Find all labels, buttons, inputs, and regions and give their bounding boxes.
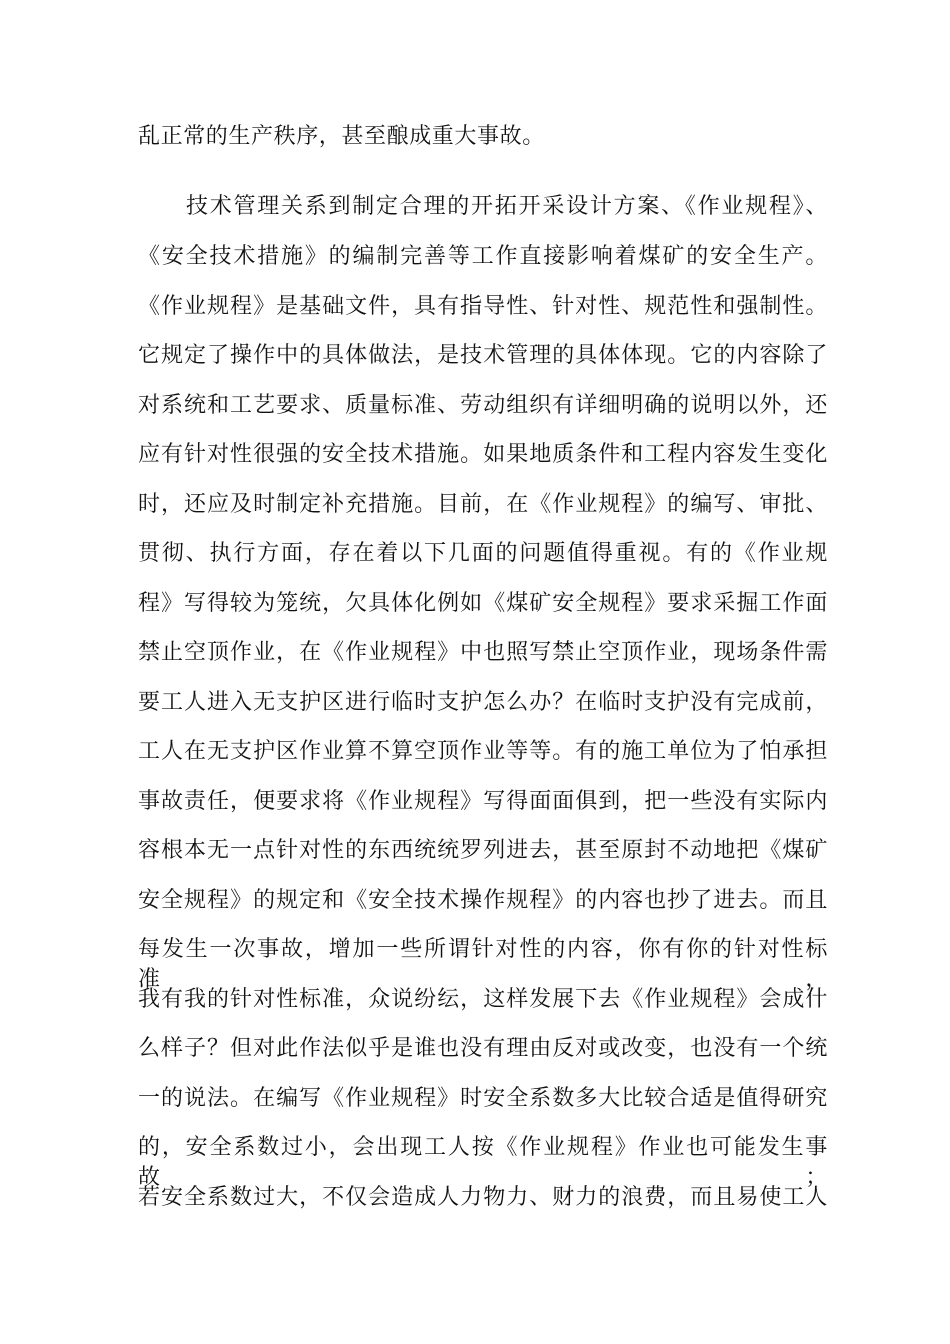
text-line-2: 技术管理关系到制定合理的开拓开采设计方案、《作业规程》、	[186, 194, 828, 219]
text-line-7: 应有针对性很强的安全技术措施。如果地质条件和工程内容发生变化	[138, 442, 828, 467]
text-line-20: 一的说法。在编写《作业规程》时安全系数多大比较合适是值得研究	[138, 1086, 828, 1111]
text-line-16: 安全规程》的规定和《安全技术操作规程》的内容也抄了进去。而且	[138, 888, 828, 913]
text-line-9: 贯彻、执行方面，存在着以下几面的问题值得重视。有的《作业规	[138, 541, 828, 566]
text-line-8: 时，还应及时制定补充措施。目前，在《作业规程》的编写、审批、	[138, 492, 828, 517]
text-line-14: 事故责任，便要求将《作业规程》写得面面俱到，把一些没有实际内	[138, 789, 828, 814]
text-line-13: 工人在无支护区作业算不算空顶作业等等。有的施工单位为了怕承担	[138, 739, 828, 764]
text-line-4: 《作业规程》是基础文件，具有指导性、针对性、规范性和强制性。	[138, 294, 828, 319]
text-line-17: 每发生一次事故，增加一些所谓针对性的内容，你有你的针对性标准，	[138, 937, 828, 992]
text-line-3: 《安全技术措施》的编制完善等工作直接影响着煤矿的安全生产。	[138, 244, 828, 269]
text-line-6: 对系统和工艺要求、质量标准、劳动组织有详细明确的说明以外，还	[138, 393, 828, 418]
text-line-21: 的，安全系数过小，会出现工人按《作业规程》作业也可能发生事故；	[138, 1135, 828, 1190]
text-line-10: 程》写得较为笼统，欠具体化例如《煤矿安全规程》要求采掘工作面	[138, 591, 828, 616]
text-line-12: 要工人进入无支护区进行临时支护怎么办？在临时支护没有完成前，	[138, 690, 828, 715]
text-line-19: 么样子？但对此作法似乎是谁也没有理由反对或改变，也没有一个统	[138, 1036, 828, 1061]
text-line-15: 容根本无一点针对性的东西统统罗列进去，甚至原封不动地把《煤矿	[138, 838, 828, 863]
text-line-22: 若安全系数过大，不仅会造成人力物力、财力的浪费，而且易使工人	[138, 1185, 828, 1210]
text-line-1: 乱正常的生产秩序，甚至酿成重大事故。	[138, 124, 545, 149]
text-line-5: 它规定了操作中的具体做法，是技术管理的具体体现。它的内容除了	[138, 343, 828, 368]
text-line-18: 我有我的针对性标准，众说纷纭，这样发展下去《作业规程》会成什	[138, 987, 828, 1012]
text-line-11: 禁止空顶作业，在《作业规程》中也照写禁止空顶作业，现场条件需	[138, 640, 828, 665]
